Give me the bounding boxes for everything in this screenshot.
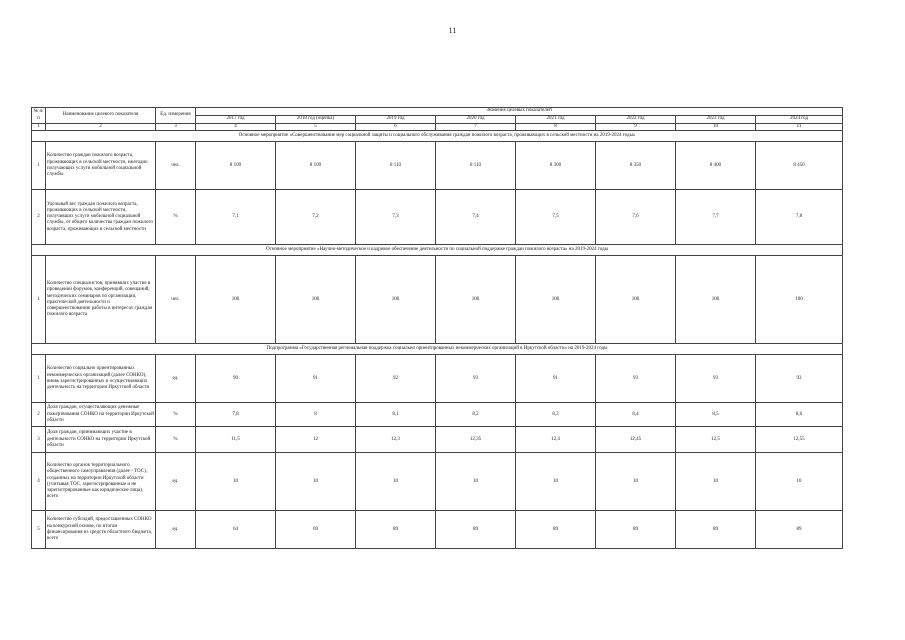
row-number: 1: [32, 142, 46, 190]
indicator-value: 89: [516, 511, 596, 549]
indicator-value: 11,5: [196, 427, 276, 453]
column-number: 10: [676, 124, 756, 131]
indicator-value: 10: [276, 453, 356, 511]
indicator-value: 8 110: [436, 142, 516, 190]
column-number: 4: [196, 124, 276, 131]
indicator-value: 8 450: [756, 142, 843, 190]
table-row: [32, 190, 843, 245]
indicator-value: 12,55: [756, 427, 843, 453]
indicator-value: 7,3: [356, 190, 436, 245]
column-number: 2: [46, 124, 156, 131]
column-number: 1: [32, 124, 46, 131]
header-year: 2021 год: [516, 116, 596, 124]
indicator-value: 93: [676, 355, 756, 403]
table-row: [32, 511, 843, 549]
header-year: 2019 год: [356, 116, 436, 124]
indicator-unit: чел.: [156, 142, 196, 190]
indicator-value: 100: [276, 256, 356, 344]
column-number: 5: [276, 124, 356, 131]
indicator-value: 8 109: [196, 142, 276, 190]
indicator-unit: ед.: [156, 355, 196, 403]
indicator-value: 93: [596, 355, 676, 403]
table-row: [32, 427, 843, 453]
indicator-value: 7,5: [516, 190, 596, 245]
indicator-value: 12: [276, 427, 356, 453]
header-values: Значение целевых показателей: [196, 108, 843, 116]
section-row: [32, 344, 843, 355]
indicator-value: 8,4: [596, 403, 676, 427]
indicator-name: Доля граждан, осуществляющих денежные пожертвования СОНКО на территории Иркутской области: [46, 403, 156, 427]
indicator-value: 100: [196, 256, 276, 344]
table-row: [32, 403, 843, 427]
header-year: 2022 год: [596, 116, 676, 124]
indicator-name: Удельный вес граждан пожилого возраста, проживающих в сельской местности, получивших услуги мобильной социальной службы, от общего количества граждан пожилого возраста, проживающих в сельской местности: [46, 190, 156, 245]
section-title: Подпрограмма «Государственная региональная поддержка социально ориентированных некоммерческих организаций в Иркутской области» на 2019-2024 годы: [32, 344, 843, 355]
indicator-value: 89: [756, 511, 843, 549]
row-number: 1: [32, 256, 46, 344]
page-number: 11: [448, 26, 457, 35]
section-title: Основное мероприятие «Совершенствование мер социальной защиты и социального обслуживания граждан пожилого возраста, проживающих в сельской местности на 2019-2024 годы»: [32, 131, 843, 142]
column-number: 11: [756, 124, 843, 131]
header-name: Наименование целевого показателя: [46, 108, 156, 124]
table-row: [32, 355, 843, 403]
indicator-value: 89: [356, 511, 436, 549]
indicator-value: 8 110: [356, 142, 436, 190]
indicator-value: 10: [676, 453, 756, 511]
indicator-value: 7,8: [756, 190, 843, 245]
indicator-value: 100: [756, 256, 843, 344]
indicator-value: 12,3: [356, 427, 436, 453]
indicator-value: 92: [356, 355, 436, 403]
row-number: 4: [32, 453, 46, 511]
indicator-value: 90: [196, 355, 276, 403]
indicator-value: 12,35: [436, 427, 516, 453]
indicator-name: Количество социально ориентированных некоммерческих организаций (далее СОНКО), вновь зарегистрированных и осуществляющих деятельность на территории Иркутской области: [46, 355, 156, 403]
indicator-value: 69: [276, 511, 356, 549]
indicator-value: 10: [596, 453, 676, 511]
indicator-value: 7,8: [196, 403, 276, 427]
indicator-value: 8: [276, 403, 356, 427]
indicator-value: 91: [276, 355, 356, 403]
header-year: 2020 год: [436, 116, 516, 124]
indicator-value: 93: [436, 355, 516, 403]
column-number: 9: [596, 124, 676, 131]
header-year: 2024 год: [756, 116, 843, 124]
header-year: 2023 год: [676, 116, 756, 124]
indicator-value: 7,4: [436, 190, 516, 245]
indicator-value: 91: [516, 355, 596, 403]
header-unit: Ед. измерения: [156, 108, 196, 124]
indicator-value: 100: [596, 256, 676, 344]
indicator-value: 10: [516, 453, 596, 511]
indicator-value: 100: [436, 256, 516, 344]
indicator-value: 8 109: [276, 142, 356, 190]
column-number: 6: [356, 124, 436, 131]
indicator-value: 10: [436, 453, 516, 511]
indicator-unit: ед.: [156, 511, 196, 549]
column-number: 8: [516, 124, 596, 131]
indicator-value: 7,1: [196, 190, 276, 245]
indicator-value: 10: [356, 453, 436, 511]
row-number: 2: [32, 403, 46, 427]
section-title: Основное мероприятие «Научно-методическое и кадровое обеспечение деятельности по социальной поддержке граждан пожилого возраста» на 2019-2024 годы: [32, 245, 843, 256]
indicator-value: 7,7: [676, 190, 756, 245]
column-number: 7: [436, 124, 516, 131]
section-row: [32, 131, 843, 142]
table-row: [32, 142, 843, 190]
indicator-value: 100: [356, 256, 436, 344]
indicator-value: 8,6: [756, 403, 843, 427]
indicator-unit: чел.: [156, 256, 196, 344]
indicator-value: 7,2: [276, 190, 356, 245]
indicator-name: Количество граждан пожилого возраста, проживающих в сельской местности, ежегодно получающих услуги мобильной социальной службы: [46, 142, 156, 190]
indicator-value: 8 400: [676, 142, 756, 190]
indicator-name: Количество специалистов, принявших участие в проведении форумов, конференций, совещаний, методических семинаров по организации, практической деятельности и совершенствованию работы в интересах граждан пожилого возраста: [46, 256, 156, 344]
indicator-value: 100: [676, 256, 756, 344]
row-number: 2: [32, 190, 46, 245]
indicator-name: Количество субсидий, предоставленных СОНКО на конкурсной основе, по итогам финансирования из средств областного бюджета, всего: [46, 511, 156, 549]
indicator-unit: %: [156, 190, 196, 245]
header-no: № п/п: [32, 108, 46, 124]
indicator-unit: ед.: [156, 453, 196, 511]
column-number: 3: [156, 124, 196, 131]
indicator-value: 12,5: [676, 427, 756, 453]
table-row: [32, 256, 843, 344]
indicator-value: 8,3: [516, 403, 596, 427]
table-row: [32, 453, 843, 511]
indicator-value: 12,45: [596, 427, 676, 453]
indicator-value: 89: [596, 511, 676, 549]
indicator-value: 8,1: [356, 403, 436, 427]
indicator-unit: %: [156, 403, 196, 427]
indicator-value: 7,6: [596, 190, 676, 245]
section-row: [32, 245, 843, 256]
indicator-name: Доля граждан, принимающих участие в деятельности СОНКО на территории Иркутской области: [46, 427, 156, 453]
indicator-value: 100: [516, 256, 596, 344]
indicator-value: 10: [196, 453, 276, 511]
row-number: 1: [32, 355, 46, 403]
indicator-value: 8 350: [596, 142, 676, 190]
indicator-value: 64: [196, 511, 276, 549]
header-year: 2017 год: [196, 116, 276, 124]
row-number: 3: [32, 427, 46, 453]
header-year: 2018 год (оценка): [276, 116, 356, 124]
indicator-value: 8 300: [516, 142, 596, 190]
indicator-value: 8,2: [436, 403, 516, 427]
indicator-value: 89: [436, 511, 516, 549]
indicator-value: 12,4: [516, 427, 596, 453]
indicator-value: 10: [756, 453, 843, 511]
indicator-name: Количество органов территориального общественного самоуправления (далее - ТОС), созданных на территории Иркутской области (учитывая ТОС, зарегистрированные и не зарегистрированные как юридические лица), всего: [46, 453, 156, 511]
indicator-value: 93: [756, 355, 843, 403]
indicator-value: 89: [676, 511, 756, 549]
indicator-unit: %: [156, 427, 196, 453]
indicator-value: 8,5: [676, 403, 756, 427]
row-number: 5: [32, 511, 46, 549]
indicators-table: [31, 107, 843, 549]
